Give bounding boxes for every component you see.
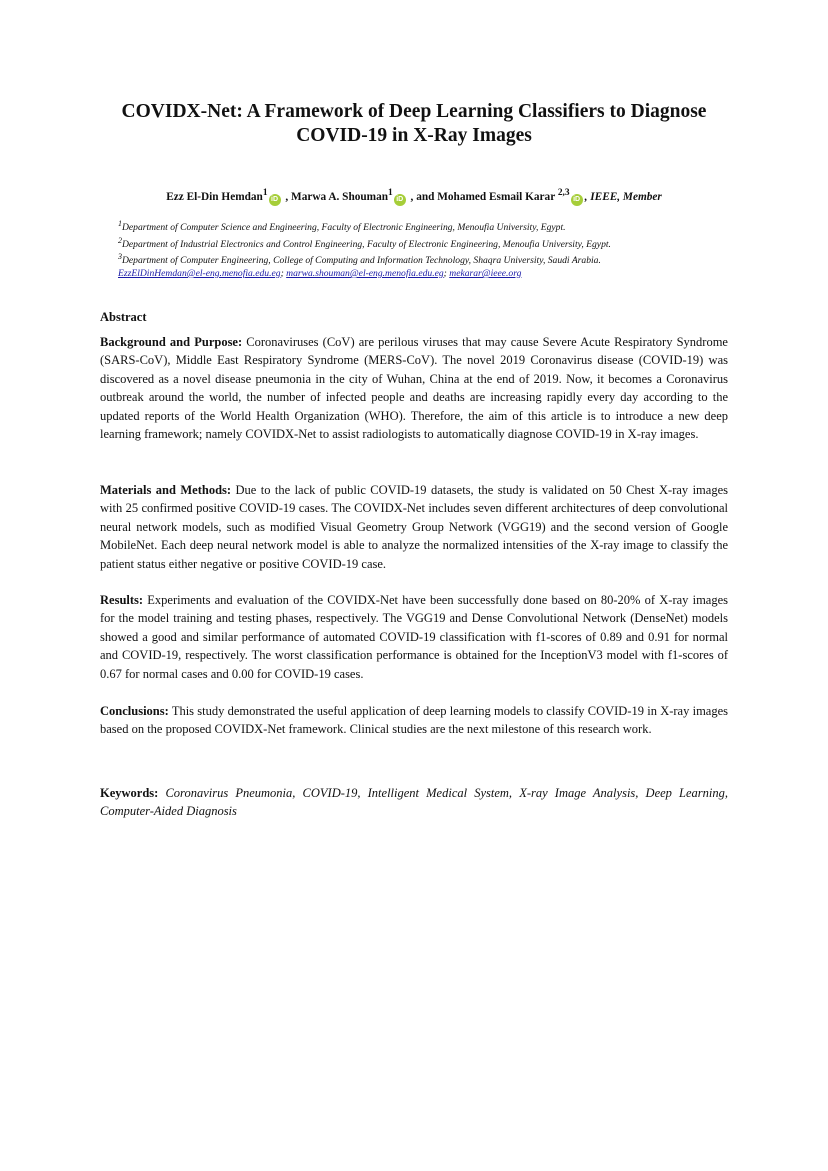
affiliation-line	[118, 251, 738, 268]
conclusions-text: This study demonstrated the useful application of deep learning models to classify COVID-19 in X-ray images based on the proposed COVIDX-Net framework. Clinical studies are the next milestone of this research work.	[100, 704, 728, 737]
author-membership: , IEEE, Member	[584, 190, 662, 203]
orcid-icon[interactable]: iD	[394, 194, 406, 206]
author-list	[100, 188, 728, 206]
conclusions-paragraph	[100, 702, 728, 739]
abstract-heading: Abstract	[100, 310, 147, 324]
methods-heading: Materials and Methods:	[100, 483, 232, 497]
author-separator: ,	[410, 190, 414, 203]
email-separator: ;	[443, 268, 450, 279]
author-name: and Mohamed Esmail Karar	[416, 190, 556, 203]
affiliations	[118, 218, 738, 268]
affiliation-text: Department of Computer Science and Engineering, Faculty of Electronic Engineering, Menoufia University, Egypt.	[122, 222, 566, 234]
author-name: Ezz El-Din Hemdan	[166, 190, 263, 203]
affiliation-sup: 2	[118, 235, 122, 245]
background-text: Coronaviruses (CoV) are perilous viruses that may cause Severe Acute Respiratory Syndrome (SARS-CoV), Middle East Respiratory Syndrome (MERS-CoV). The novel 2019 Coronavirus disease (COVID-19) was discovered as a novel disease pneumonia in the city of Wuhan, China at the end of 2019. Now, it becomes a Coronavirus outbreak around the world, the number of infected people and deaths are increasing rapidly every day according to the updated reports of the World Health Organization (WHO). Therefore, the aim of this article is to introduce a new deep learning framework; namely COVIDX-Net to assist radiologists to automatically diagnose COVID-19 in X-ray images.	[100, 335, 728, 442]
email-link[interactable]: EzzElDinHemdan@el-eng.menofia.edu.eg	[118, 268, 281, 279]
author-affil-sup: 1	[388, 188, 393, 198]
background-heading: Background and Purpose:	[100, 335, 243, 349]
orcid-icon[interactable]: iD	[571, 194, 583, 206]
email-list	[118, 268, 738, 279]
results-text: Experiments and evaluation of the COVIDX-Net have been successfully done based on 80-20% of X-ray images for the model training and testing phases, respectively. The VGG19 and Dense Convolutional Network (DenseNet) models showed a good and similar performance of automated COVID-19 classification with f1-scores of 0.89 and 0.91 for normal and COVID-19, respectively. The worst classification performance is obtained for the InceptionV3 model with f1-scores of 0.67 for normal cases and 0.00 for COVID-19 cases.	[100, 593, 729, 681]
email-link[interactable]: mekarar@ieee.org	[449, 268, 522, 279]
paper-title	[100, 100, 728, 148]
author-name: Marwa A. Shouman	[291, 190, 389, 203]
orcid-icon[interactable]: iD	[269, 194, 281, 206]
methods-text: Due to the lack of public COVID-19 datasets, the study is validated on 50 Chest X-ray images with 25 confirmed positive COVID-19 cases. The COVIDX-Net includes seven different architectures of deep convolutional neural network models, such as modified Visual Geometry Group Network (VGG19) and the second version of Google MobileNet. Each deep neural network model is able to analyze the normalized intensities of the X-ray image to classify the patient status either negative or positive COVID-19 case.	[100, 483, 728, 571]
affiliation-line	[118, 218, 738, 235]
affiliation-line	[118, 235, 738, 252]
author-affil-sup: 1	[262, 188, 268, 198]
email-separator: ;	[280, 268, 287, 279]
conclusions-heading: Conclusions:	[100, 704, 169, 718]
author-affil-sup: 2,3	[557, 188, 570, 198]
keywords-heading: Keywords:	[100, 786, 159, 800]
affiliation-sup: 1	[118, 219, 122, 228]
affiliation-sup: 3	[118, 252, 122, 262]
keywords-paragraph	[100, 784, 728, 821]
author-separator: ,	[285, 190, 289, 203]
affiliation-text: Department of Computer Engineering, College of Computing and Information Technology, Shaqra University, Saudi Arabia.	[122, 255, 601, 267]
background-paragraph	[100, 333, 728, 443]
affiliation-text: Department of Industrial Electronics and Control Engineering, Faculty of Electronic Engineering, Menoufia University, Egypt.	[122, 238, 611, 250]
results-heading: Results:	[100, 593, 144, 607]
title-line-2: COVID-19 in X-Ray Images	[296, 125, 532, 146]
keywords-text: Coronavirus Pneumonia, COVID-19, Intelligent Medical System, X-ray Image Analysis, Deep Learning, Computer-Aided Diagnosis	[100, 786, 729, 819]
results-paragraph	[100, 591, 728, 683]
methods-paragraph	[100, 481, 728, 573]
email-link[interactable]: marwa.shouman@el-eng.menofia.edu.eg	[286, 268, 444, 279]
title-line-1: COVIDX-Net: A Framework of Deep Learning Classifiers to Diagnose	[121, 101, 707, 122]
